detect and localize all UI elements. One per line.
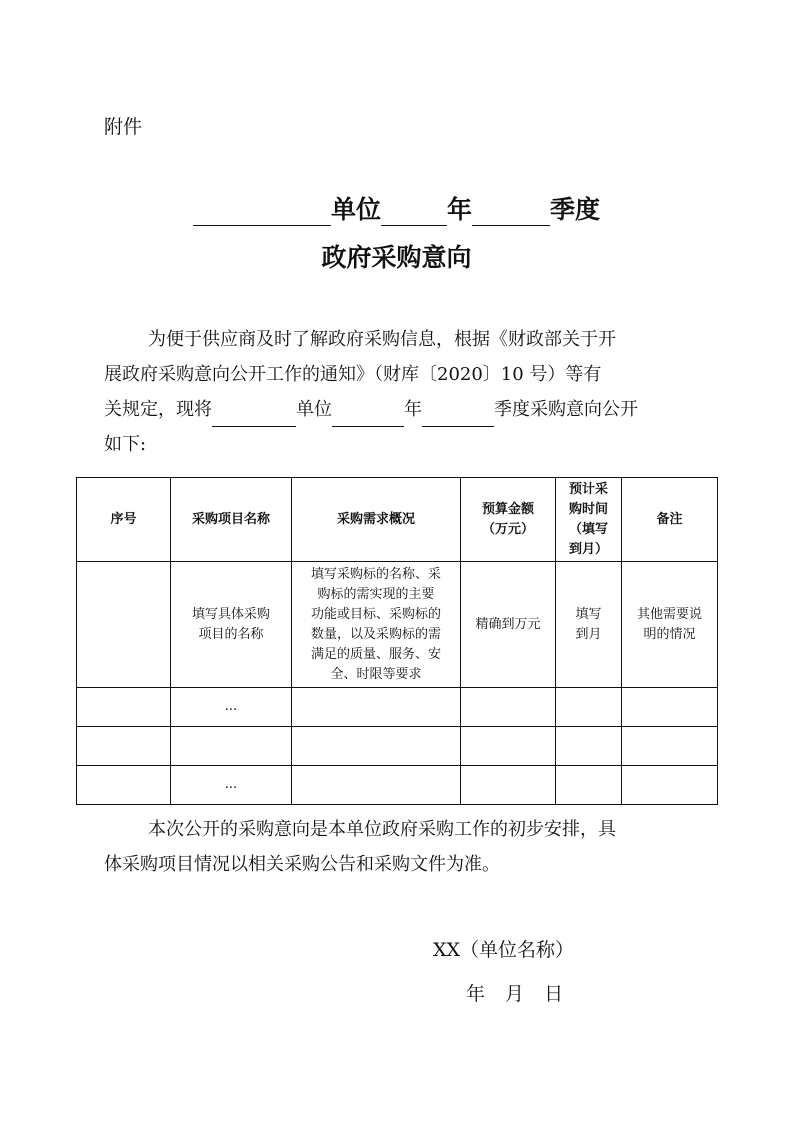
row1-name-1: 填写具体采购 [191, 606, 270, 622]
header-requirement: 采购需求概况 [292, 478, 461, 562]
table-row [77, 562, 718, 688]
intro-line-1: 为便于供应商及时了解政府采购信息，根据《财政部关于开 [148, 329, 616, 350]
intro-unit-blank [212, 402, 296, 427]
row3-budget [461, 727, 556, 766]
attachment-label: 附件 [104, 116, 143, 138]
intro-line-4: 如下: [104, 434, 147, 455]
row1-budget: 精确到万元 [461, 562, 556, 688]
row4-budget [461, 766, 556, 805]
row1-requirement [292, 562, 461, 688]
row1-name-2: 项目的名称 [198, 626, 264, 642]
header-budget-2: （万元） [481, 521, 534, 537]
closing-line-2: 体采购项目情况以相关采购公告和采购文件为准。 [104, 854, 500, 875]
header-name: 采购项目名称 [171, 478, 292, 562]
row1-name [171, 562, 292, 688]
row3-time [556, 727, 622, 766]
intro-line-3 [104, 392, 694, 427]
intro-paragraph [104, 322, 694, 462]
header-time [556, 478, 622, 562]
title-year: 年 [446, 195, 472, 224]
title-unit: 单位 [330, 195, 381, 224]
row1-req-5: 满足的质量、服务、安 [310, 646, 441, 662]
row3-requirement [292, 727, 461, 766]
row4-requirement [292, 766, 461, 805]
header-remark: 备注 [622, 478, 718, 562]
table-row [77, 688, 718, 727]
row1-req-3: 功能或目标、采购标的 [310, 606, 441, 622]
quarter-blank [472, 199, 550, 226]
row2-budget [461, 688, 556, 727]
row4-time [556, 766, 622, 805]
row4-seq [77, 766, 171, 805]
header-time-1: 预计采 [568, 481, 608, 497]
header-time-2: 购时间 [568, 501, 608, 517]
row2-seq [77, 688, 171, 727]
signature-unit-name: XX（单位名称） [433, 939, 575, 961]
title-line-2: 政府采购意向 [321, 243, 472, 272]
row3-seq [77, 727, 171, 766]
intro-line-3-d: 季度采购意向公开 [494, 399, 638, 420]
year-blank [381, 199, 447, 226]
row1-remark-1: 其他需要说 [636, 606, 702, 622]
row1-remark-2: 明的情况 [643, 626, 696, 642]
row1-seq [77, 562, 171, 688]
header-budget [461, 478, 556, 562]
row2-time [556, 688, 622, 727]
intro-line-2: 展政府采购意向公开工作的通知》（财库〔2020〕10 号）等有 [104, 364, 602, 385]
row1-req-2: 购标的需实现的主要 [317, 586, 435, 602]
row1-time-1: 填写 [575, 606, 602, 622]
intro-line-3-a: 关规定，现将 [104, 399, 212, 420]
intro-line-3-b: 单位 [296, 399, 332, 420]
row1-time-2: 到月 [575, 626, 602, 642]
intro-quarter-blank [422, 402, 494, 427]
row3-name [171, 727, 292, 766]
procurement-table [76, 477, 718, 805]
signature-date: 年 月 日 [466, 983, 564, 1005]
row2-name: ... [171, 688, 292, 727]
row2-requirement [292, 688, 461, 727]
row4-remark [622, 766, 718, 805]
title-line-1 [0, 190, 793, 226]
closing-line-1: 本次公开的采购意向是本单位政府采购工作的初步安排，具 [148, 819, 616, 840]
row3-remark [622, 727, 718, 766]
row2-remark [622, 688, 718, 727]
row1-req-1: 填写采购标的名称、采 [310, 566, 441, 582]
row1-req-6: 全、时限等要求 [330, 666, 422, 682]
unit-blank [193, 199, 331, 226]
row4-name: ... [171, 766, 292, 805]
intro-year-blank [332, 402, 404, 427]
row1-remark [622, 562, 718, 688]
header-time-3: （填写 [568, 521, 608, 537]
title-quarter: 季度 [550, 195, 601, 224]
intro-line-3-c: 年 [404, 399, 422, 420]
header-time-4: 到月） [568, 541, 608, 557]
row1-req-4: 数量，以及采购标的需 [310, 626, 441, 642]
table-row [77, 727, 718, 766]
closing-paragraph [104, 812, 694, 882]
header-budget-1: 预算金额 [481, 501, 534, 517]
table-header-row [77, 478, 718, 562]
row1-time [556, 562, 622, 688]
table-row [77, 766, 718, 805]
header-seq: 序号 [77, 478, 171, 562]
